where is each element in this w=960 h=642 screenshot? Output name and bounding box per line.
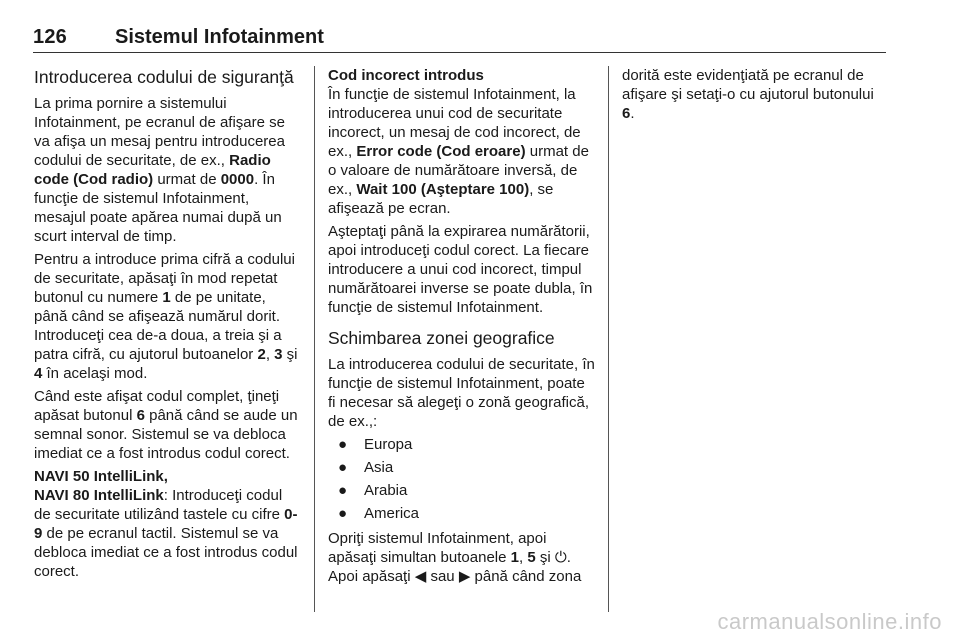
column-divider-2 xyxy=(608,66,609,612)
bullet-icon: ● xyxy=(338,482,348,499)
page-number: 126 xyxy=(33,26,67,48)
bullet-icon: ● xyxy=(338,505,348,522)
paragraph: În funcţie de sistemul Infotainment, la introducerea unui cod de securitate incorect, un mesaj de cod incorect, de ex., Error code (Cod eroare) urmat de o valoare de numărătoare inversă, de ex., Wait 100 (Aşteptare 100), se afişează pe ecran. xyxy=(328,86,589,217)
chapter-title: Sistemul Infotainment xyxy=(115,26,324,48)
power-icon: ⏻ xyxy=(554,549,567,566)
paragraph: Când este afişat codul complet, ţineţi apăsat butonul 6 până când se aude un semnal sonor. Sistemul se va debloca imediat ce a fost introdus codul corect. xyxy=(34,388,298,462)
paragraph: dorită este evidenţiată pe ecranul de afişare şi setaţi-o cu ajutorul butonului 6. xyxy=(622,67,874,122)
watermark: carmanualsonline.info xyxy=(717,609,942,634)
paragraph: La introducerea codului de securitate, în funcţie de sistemul Infotainment, poate fi necesar să alegeţi o zonă geografică, de ex.,: xyxy=(328,356,595,430)
list-item: ● Arabia xyxy=(328,479,596,502)
list-item: ● Europa xyxy=(328,433,596,456)
list-item: ● America xyxy=(328,502,596,525)
paragraph: La prima pornire a sistemului Infotainment, pe ecranul de afişare se va afişa un mesaj pentru introducerea codului de securitate, de ex., Radio code (Cod radio) urmat de 0000. În funcţie de sistemul Infotainment, mesajul poate apărea numai după un scurt interval de timp. xyxy=(34,95,285,245)
section-heading-security-code: Introducerea codului de siguranţă xyxy=(34,67,294,87)
section-heading-region: Schimbarea zonei geografice xyxy=(328,328,555,348)
region-list xyxy=(328,433,596,525)
bullet-icon: ● xyxy=(338,459,348,476)
list-item: ● Asia xyxy=(328,456,596,479)
paragraph: Pentru a introduce prima cifră a codului de securitate, apăsaţi în mod repetat butonul cu numere 1 de pe unitate, până când se afişează numărul dorit. Introduceţi cea de-a doua, a treia şi a patra cifră, cu ajutorul butoanelor 2, 3 şi 4 în acelaşi mod. xyxy=(34,251,298,382)
paragraph: Opriţi sistemul Infotainment, apoi apăsaţi simultan butoanele 1, 5 şi ⏻. Apoi apăsaţi ◀ sau ▶ până când zona xyxy=(328,530,582,585)
right-arrow-icon: ▶ xyxy=(458,568,471,585)
subheading-wrong-code: Cod incorect introdus xyxy=(328,67,484,84)
paragraph: Aşteptaţi până la expirarea numărătorii, apoi introduceţi codul corect. La fiecare introducere a unui cod incorect, timpul numărătoarei inverse se poate dubla, în funcţie de sistemul Infotainment. xyxy=(328,223,593,316)
left-arrow-icon: ◀ xyxy=(414,568,427,585)
bullet-icon: ● xyxy=(338,436,348,453)
column-1 xyxy=(34,66,302,581)
column-2 xyxy=(328,66,596,586)
page-header xyxy=(33,26,886,48)
header-divider xyxy=(33,52,886,53)
paragraph-navi: NAVI 50 IntelliLink, NAVI 80 IntelliLink: Introduceţi codul de securitate utilizând tastele cu cifre 0-9 de pe ecranul tactil. Sistemul se va debloca imediat ce a fost introdus codul corect. xyxy=(34,468,298,580)
column-divider-1 xyxy=(314,66,315,612)
column-3 xyxy=(622,66,890,127)
